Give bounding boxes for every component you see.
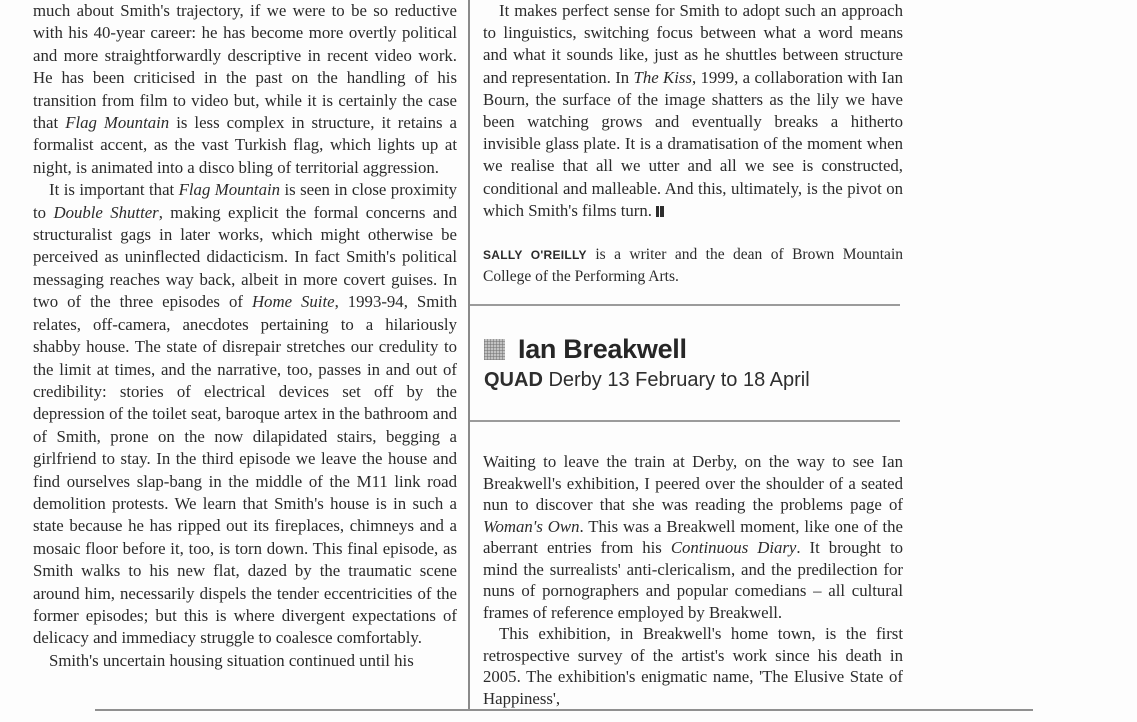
text-run: is seen in close proximity to [33, 180, 458, 222]
section-rule-bottom [470, 420, 900, 422]
text-run: The Kiss [633, 67, 692, 87]
paragraph [33, 179, 457, 650]
text-run: , 1993-94, Smith relates, off-camera, anecdotes pertaining to a hilariously shabby house. The state of disrepair stretches our credulity to the limit at times, and the narrative, too, passes in and out of credibility: stories of electrical devices set off by the depression of the toilet seat, baroque artex in the bathroom and of Smith, prone on the now dilapidated stairs, begging a girlfriend to stay. In the third episode we leave the house and find ourselves slap-bang in the middle of the M11 link road demolition protests. We learn that Smith's house is in such a state because he has ripped out its fireplaces, chimneys and a mosaic floor before it, too, is torn down. This final episode, as Smith walks to his new flat, dazed by the traumatic scene around him, necessarily dispels the tender eccentricities of the former episodes; but this is where divergent expectations of delicacy and immediacy struggle to coalesce comfortably. [33, 292, 457, 648]
halftone-square-icon [484, 339, 505, 360]
section-rule-top [470, 304, 900, 306]
text-run: Double Shutter [53, 202, 159, 222]
text-run: . It brought to mind the surrealists' anti-clericalism, and the predilection for nuns of pornographers and popular comedians – all cultural frames of reference employed by Breakwell. [483, 538, 903, 622]
text-run: is a writer and the dean of Brown Mountain College of the Performing Arts. [483, 246, 903, 285]
section-title: Ian Breakwell [518, 334, 687, 364]
left-column [33, 0, 457, 672]
author-byline [483, 244, 903, 287]
paragraph [483, 623, 903, 709]
text-run: Flag Mountain [65, 113, 170, 133]
paragraph [483, 244, 903, 287]
text-run: SALLY O'REILLY [483, 248, 587, 262]
article-closing-text [483, 0, 903, 222]
section-venue-line [484, 367, 904, 393]
section-header [484, 334, 904, 364]
article-end-mark-icon [656, 206, 664, 217]
text-run: is less complex in structure, it retains a formalist accent, as the vast Turkish flag, which lights up at night, is animated into a disco bling of territorial aggression. [33, 113, 457, 177]
paragraph [483, 0, 903, 222]
text-run: This exhibition, in Breakwell's home town, is the first retrospective survey of the artist's work since his death in 2005. The exhibition's enigmatic name, 'The Elusive State of Happiness', [483, 624, 903, 708]
text-run: Woman's Own [483, 516, 580, 536]
column-divider-rule [468, 0, 470, 711]
venue-name: QUAD [484, 369, 543, 391]
paragraph [483, 451, 903, 623]
text-run: , 1999, a collaboration with Ian Bourn, the surface of the image shatters as the lily we have been watching grows and eventually breaks a hitherto invisible glass plate. It is a dramatisation of the moment when we realise that all we utter and all we see is constructed, conditional and malleable. And this, ultimately, is the pivot on which Smith's films turn. [483, 67, 903, 220]
text-run: It is important that [49, 180, 179, 200]
text-run: . This was a Breakwell moment, like one of the aberrant entries from his [483, 516, 903, 557]
text-run: , making explicit the formal concerns and structuralist gags in later works, which might otherwise be perceived as uninflected didacticism. In fact Smith's political messaging reaches way back, albeit in more covert guises. In two of the three episodes of [33, 202, 457, 312]
text-run: Continuous Diary [670, 538, 797, 557]
paragraph [33, 650, 457, 672]
text-run: It makes perfect sense for Smith to adopt such an approach to linguistics, switching focus between what a word means and what it sounds like, just as he shuttles between structure and representation. In [483, 1, 903, 87]
paragraph [33, 0, 457, 179]
text-run: Flag Mountain [178, 180, 281, 200]
text-run: Smith's uncertain housing situation continued until his [49, 650, 414, 670]
review-text [483, 451, 903, 709]
text-run: much about Smith's trajectory, if we were to be so reductive with his 40-year career: he has become more overtly political and more straightforwardly descriptive in recent video work. He has been criticised in the past on the handling of his transition from film to video but, while it is certainly the case that [33, 1, 457, 133]
page-bottom-rule [95, 709, 1033, 711]
venue-dates: Derby 13 February to 18 April [542, 369, 810, 391]
text-run: Home Suite [251, 292, 335, 312]
text-run: Waiting to leave the train at Derby, on the way to see Ian Breakwell's exhibition, I peered over the shoulder of a seated nun to discover that she was reading the problems page of [483, 452, 903, 514]
